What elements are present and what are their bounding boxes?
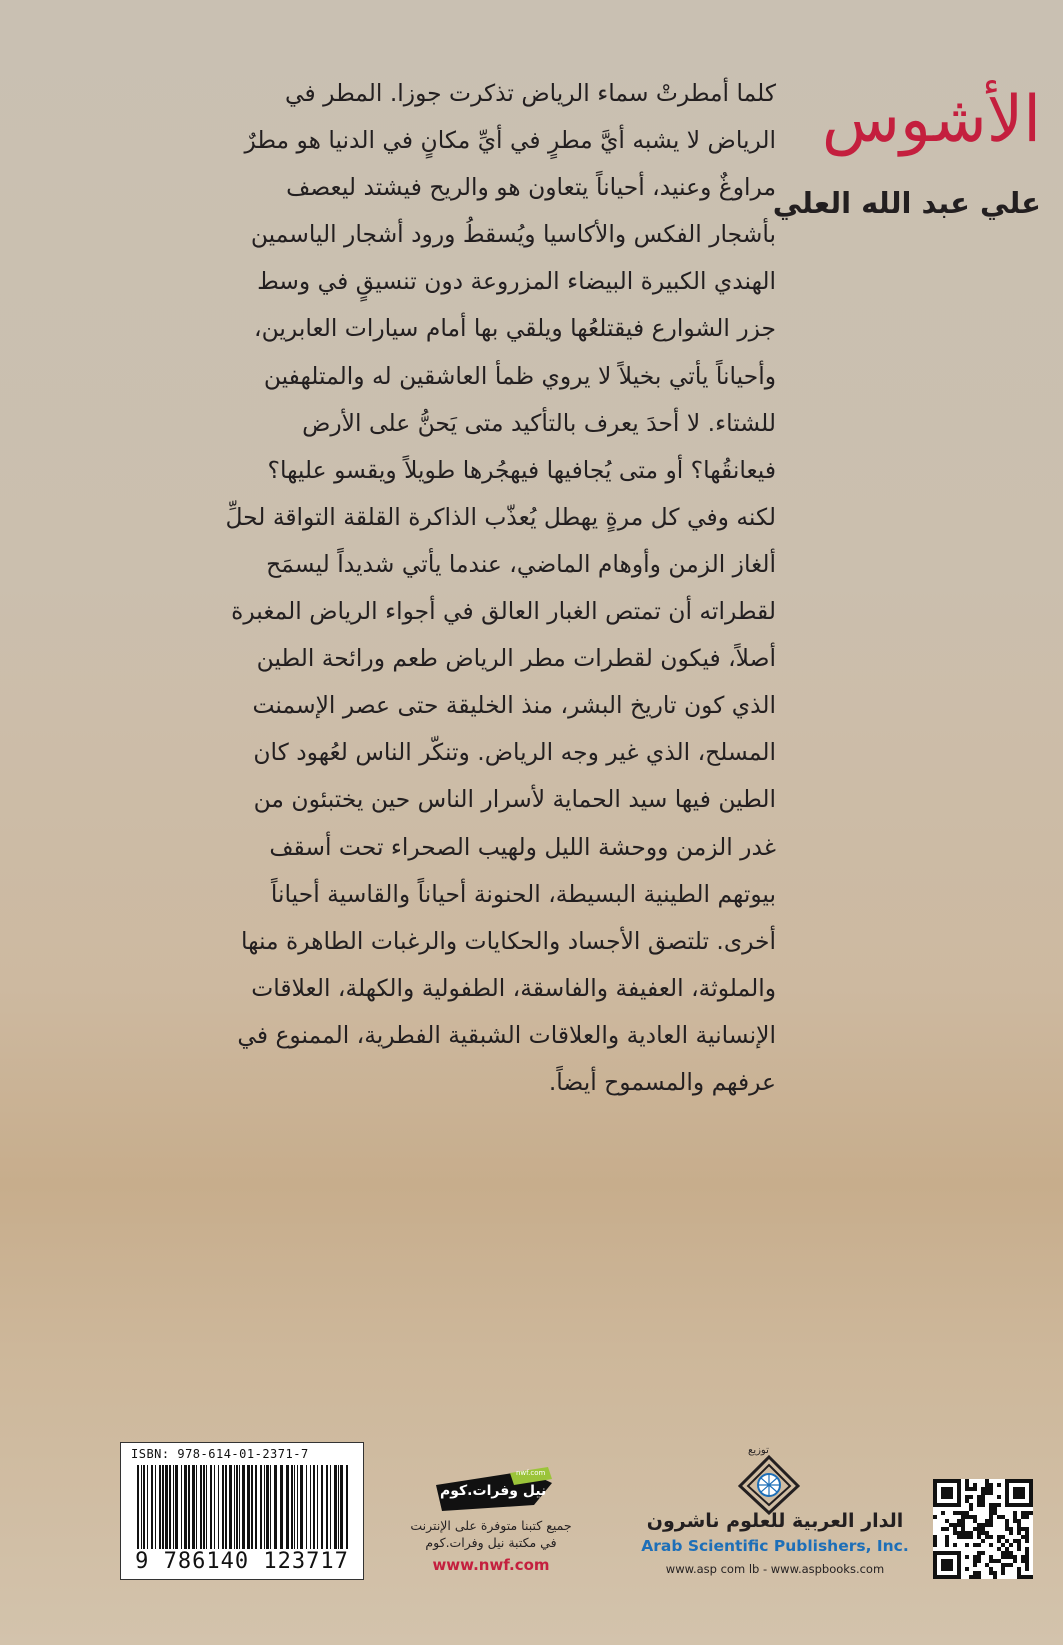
- blurb-line: جزر الشوارع فيقتلعُها ويلقي بها أمام سيارات العابرين،: [254, 314, 776, 343]
- nwf-availability-line: جميع كتبنا متوفرة على الإنترنت: [410, 1518, 572, 1533]
- isbn-barcode-box: [120, 1442, 364, 1580]
- publisher-websites[interactable]: www.asp com lb - www.aspbooks.com: [665, 1562, 885, 1576]
- blurb-line: وأحياناً يأتي بخيلاً لا يروي ظمأ العاشقين له والمتلهفين: [263, 361, 776, 390]
- book-title: الأشوس: [821, 83, 1041, 157]
- blurb-line: مراوغٌ وعنيد، أحياناً يتعاون هو والريح فيشتد ليعصف: [286, 173, 776, 202]
- nwf-logo-small-text: nwf.com: [516, 1469, 546, 1477]
- blurb-line: كلما أمطرتْ سماء الرياض تذكرت جوزا. المطر في: [285, 79, 776, 107]
- author-name: علي عبد الله العلي: [772, 186, 1041, 220]
- blurb-line: غدر الزمن ووحشة الليل ولهيب الصحراء تحت أسقف: [269, 832, 776, 861]
- blurb-line: الهندي الكبيرة البيضاء المزروعة دون تنسيقٍ في وسط: [257, 267, 776, 296]
- publisher-name-arabic: الدار العربية للعلوم ناشرون: [646, 1510, 904, 1532]
- blurb-line: الإنسانية العادية والعلاقات الشبقية الفطرية، الممنوع في: [237, 1020, 776, 1049]
- blurb-line: بأشجار الفكس والأكاسيا ويُسقطُ ورود أشجار الياسمين: [250, 220, 776, 249]
- distribution-label: توزيع: [748, 1445, 769, 1456]
- nwf-store-line: في مكتبة نيل وفرات.كوم: [425, 1535, 557, 1550]
- blurb-line: المسلح، الذي غير وجه الرياض. وتنكّر الناس لعُهود كان: [253, 738, 776, 767]
- blurb-line: بيوتهم الطينية البسيطة، الحنونة أحياناً والقاسية أحياناً: [270, 879, 776, 908]
- blurb-line: ألغاز الزمن وأوهام الماضي، عندما يأتي شديداً ليسمَح: [266, 549, 776, 578]
- nwf-logo: [430, 1465, 555, 1513]
- blurb-line: أخرى. تلتصق الأجساد والحكايات والرغبات الطاهرة منها: [241, 926, 776, 955]
- blurb-line: والملوثة، العفيفة والفاسقة، الطفولية والكهلة، العلاقات: [251, 973, 776, 1002]
- blurb-line: الرياض لا يشبه أيَّ مطرٍ في أيِّ مكانٍ في الدنيا هو مطرٌ: [244, 126, 776, 155]
- isbn-label: ISBN: 978-614-01-2371-7: [131, 1447, 309, 1461]
- blurb-line: أصلاً، فيكون لقطرات مطر الرياض طعم ورائحة الطين: [256, 644, 776, 673]
- back-cover-blurb: [112, 70, 776, 1106]
- qr-code: [933, 1479, 1033, 1579]
- blurb-line: الذي كون تاريخ البشر، منذ الخليقة حتى عصر الإسمنت: [252, 691, 776, 720]
- blurb-line: عرفهم والمسموح أيضاً.: [548, 1067, 776, 1096]
- publisher-name-english: Arab Scientific Publishers, Inc.: [641, 1537, 909, 1555]
- blurb-line: لقطراته أن تمتص الغبار العالق في أجواء الرياض المغبرة: [231, 597, 776, 626]
- publisher-logo-icon: [738, 1455, 800, 1515]
- barcode-digits: 9 786140 123717: [135, 1549, 349, 1574]
- nwf-url[interactable]: www.nwf.com: [432, 1556, 550, 1574]
- blurb-line: الطين فيها سيد الحماية لأسرار الناس حين يختبئون من: [253, 785, 776, 814]
- barcode-image: [137, 1465, 351, 1549]
- blurb-line: فيعانقُها؟ أو متى يُجافيها فيهجُرها طويلاً ويقسو عليها؟: [267, 455, 776, 484]
- nwf-logo-text: نيل وفرات.كوم: [440, 1483, 547, 1499]
- blurb-line: لكنه وفي كل مرةٍ يهطل يُعذّب الذاكرة القلقة التواقة لحلِّ: [225, 502, 776, 531]
- blurb-line: للشتاء. لا أحدَ يعرف بالتأكيد متى يَحنُّ على الأرض: [302, 408, 776, 437]
